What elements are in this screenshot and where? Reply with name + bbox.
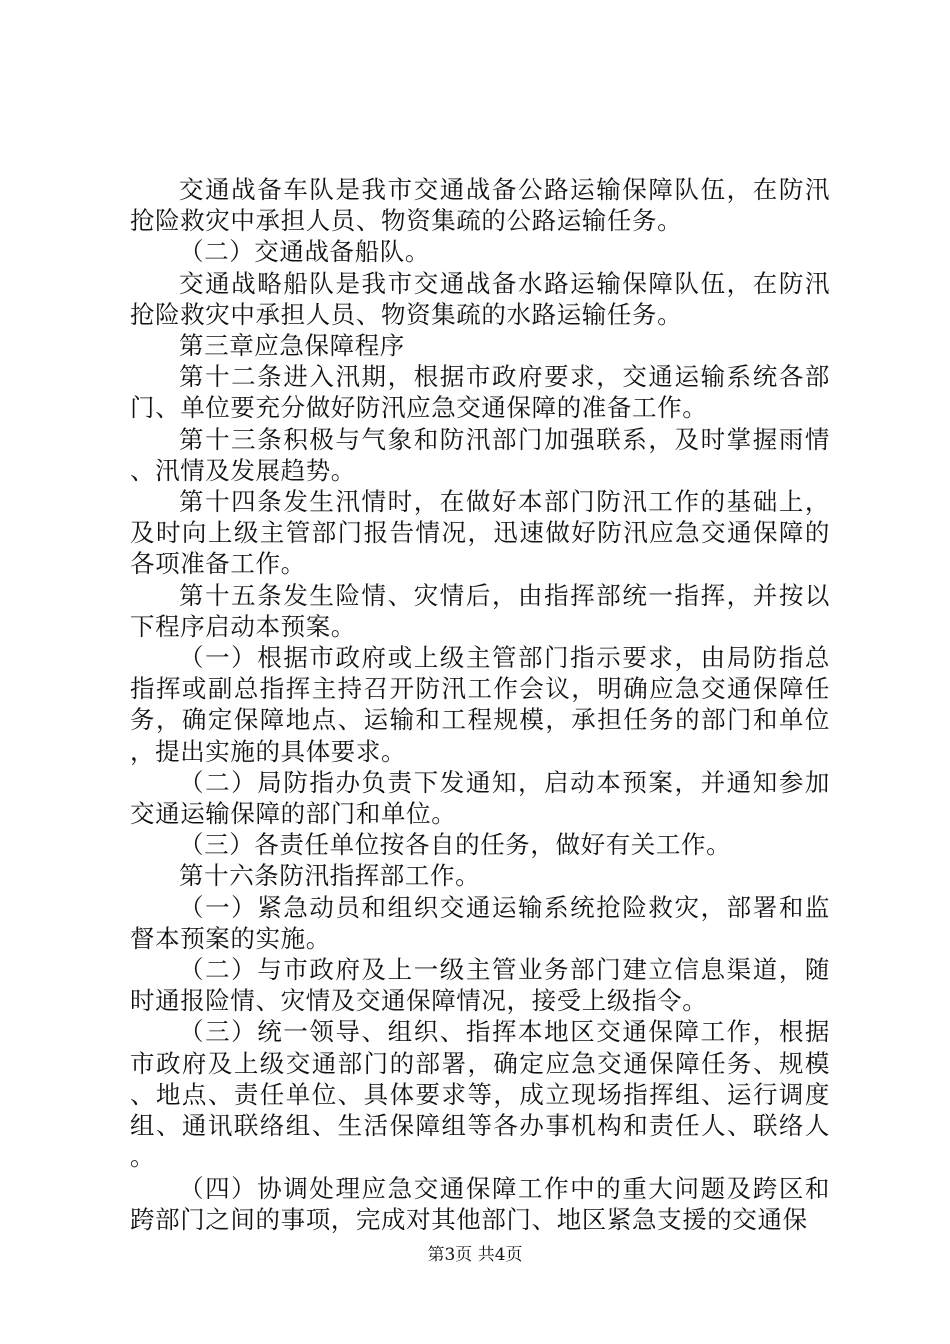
paragraph: 第十二条进入汛期，根据市政府要求，交通运输系统各部门、单位要充分做好防汛应急交通保障的准备工作。	[130, 362, 830, 423]
paragraph: （一）紧急动员和组织交通运输系统抢险救灾，部署和监督本预案的实施。	[130, 892, 830, 953]
paragraph: （三）统一领导、组织、指挥本地区交通保障工作，根据市政府及上级交通部门的部署，确定应急交通保障任务、规模、地点、责任单位、具体要求等，成立现场指挥组、运行调度组、通讯联络组、生活保障组等各办事机构和责任人、联络人。	[130, 1017, 830, 1172]
paragraph: （四）协调处理应急交通保障工作中的重大问题及跨区和跨部门之间的事项，完成对其他部门、地区紧急支援的交通保	[130, 1173, 830, 1234]
chapter-heading: 第三章应急保障程序	[179, 331, 405, 361]
paragraph: 第十六条防汛指挥部工作。	[179, 861, 481, 891]
paragraph: 第十三条积极与气象和防汛部门加强联系，及时掌握雨情、汛情及发展趋势。	[130, 424, 830, 485]
paragraph: （二）交通战备船队。	[179, 237, 430, 267]
paragraph: （二）与市政府及上一级主管业务部门建立信息渠道，随时通报险情、灾情及交通保障情况，接受上级指令。	[130, 955, 830, 1016]
page-number-footer: 第3页 共4页	[427, 1245, 523, 1265]
document-body	[130, 174, 830, 1235]
paragraph: 交通战略船队是我市交通战备水路运输保障队伍，在防汛抢险救灾中承担人员、物资集疏的水路运输任务。	[130, 268, 830, 329]
paragraph: （二）局防指办负责下发通知，启动本预案，并通知参加交通运输保障的部门和单位。	[130, 767, 830, 829]
paragraph: （三）各责任单位按各自的任务，做好有关工作。	[179, 830, 732, 860]
paragraph: 第十四条发生汛情时，在做好本部门防汛工作的基础上，及时向上级主管部门报告情况，迅速做好防汛应急交通保障的各项准备工作。	[130, 487, 830, 579]
paragraph: 交通战备车队是我市交通战备公路运输保障队伍，在防汛抢险救灾中承担人员、物资集疏的公路运输任务。	[130, 175, 830, 236]
paragraph: （一）根据市政府或上级主管部门指示要求，由局防指总指挥或副总指挥主持召开防汛工作会议，明确应急交通保障任务，确定保障地点、运输和工程规模，承担任务的部门和单位，提出实施的具体要求。	[130, 643, 830, 766]
paragraph: 第十五条发生险情、灾情后，由指挥部统一指挥，并按以下程序启动本预案。	[130, 580, 830, 641]
